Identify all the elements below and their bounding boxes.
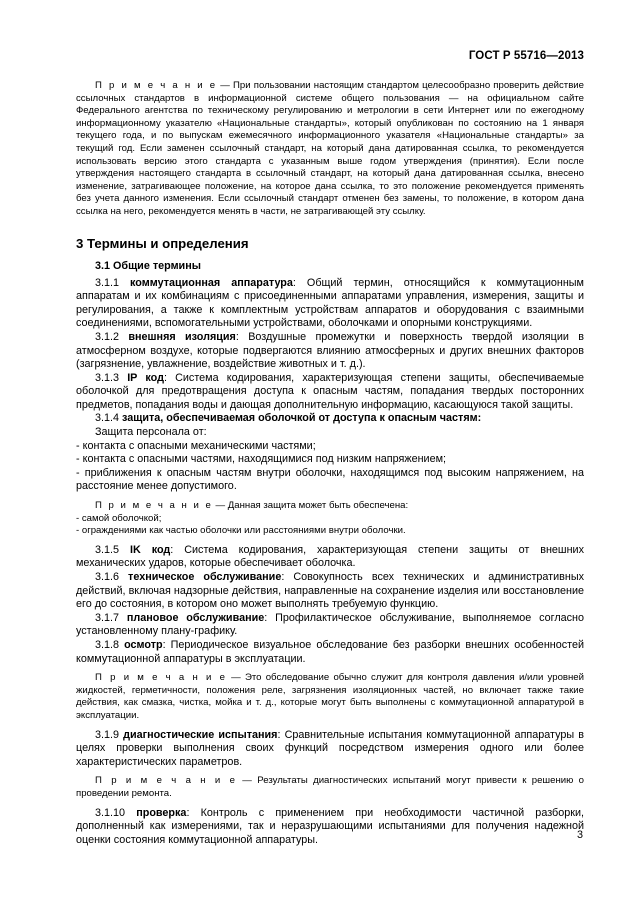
term-3-1-9-note — [76, 775, 584, 800]
document-content — [76, 80, 584, 847]
document-header: ГОСТ Р 55716—2013 — [468, 50, 584, 62]
term-3-1-6 — [76, 571, 584, 612]
term-number: 3.1.7 — [95, 611, 127, 624]
term-number: 3.1.1 — [95, 276, 131, 289]
term-3-1-8-note — [76, 672, 584, 722]
term-3-1-5 — [76, 544, 584, 571]
term-3-1-2 — [76, 331, 584, 372]
term-name: защита, обеспечиваемая оболочкой от доступа к опасным частям: — [122, 412, 482, 425]
term-name: осмотр — [124, 638, 163, 651]
section-title: 3 Термины и определения — [76, 235, 249, 251]
list-item: - контакта с опасными частями, находящимися под низким напряжением; — [76, 453, 447, 466]
term-number: 3.1.5 — [95, 543, 130, 556]
term-number: 3.1.9 — [95, 728, 124, 741]
term-definition: : Контроль с применением при необходимости частичной разборки, дополненный как измерениями, так и неразрушающими испытаниями для получения надежной оценки состояния коммутационной аппаратуры. — [76, 806, 584, 846]
list-item: - контакта с опасными механическими частями; — [76, 439, 316, 452]
term-name: внешняя изоляция — [128, 330, 236, 343]
term-3-1-9 — [76, 729, 584, 770]
term-3-1-8 — [76, 639, 584, 666]
term-3-1-7 — [76, 612, 584, 639]
note-text: — Результаты диагностических испытаний могут привести к решению о проведении ремонта. — [76, 775, 584, 799]
term-definition: : Совокупность всех технических и административных действий, включая надзорные действия, направленные на сохранение изделия или восстановление его до состояния, в котором оно может выполнять требуемую функцию. — [76, 571, 584, 611]
term-definition: : Периодическое визуальное обследование без разборки внешних особенностей коммутационной аппаратуры в эксплуатации. — [76, 638, 585, 665]
note-text: — При пользовании настоящим стандартом целесообразно проверить действие ссылочных стандартов в информационной системе общего пользования — на официальном сайте Федерального агентства по техническому регулированию и метрологии в сети Интернет или по ежегодному информационному указателю «Национальные стандарты», который опубликован по состоянию на 1 января текущего года, и по выпускам ежемесячного информационного указателя «Национальные стандарты» за текущий год. Если заменен ссылочный стандарт, на который дана датированная ссылка, то рекомендуется использовать версию этого стандарта с указанным выше годом утверждения (принятия). Если после утверждения настоящего стандарта в ссылочный стандарт, на который дана датированная ссылка, внесено изменение, затрагивающее положение, на которое дана ссылка, то это положение рекомендуется применять без учета данного изменения. Если ссылочный стандарт отменен без замены, то положение, в котором дана ссылка на него, рекомендуется менять в части, не затрагивающей эту ссылку. — [76, 80, 584, 217]
note-label: П р и м е ч а н и е — [95, 500, 213, 512]
term-name: плановое обслуживание — [126, 611, 265, 624]
term-name: техническое обслуживание — [128, 571, 282, 583]
note-text: — Это обследование обычно служит для контроля давления и/или уровней жидкостей, герметичности, положения реле, загрязнения изоляционных частей, но включает также такие действия, как смазка, чистка, мойка и т. д., которые могут быть выполнены с коммутационной аппаратурой в эксплуатации. — [76, 672, 585, 721]
term-definition: : Система кодирования, характеризующая степени защиты, обеспечиваемые оболочкой для предотвращения доступа к опасным частям, попадания твердых посторонних предметов, попадания воды и дающая дополнительную информацию, касающуюся такой защиты. — [76, 371, 584, 411]
term-number: 3.1.8 — [95, 638, 125, 651]
intro-note — [76, 80, 584, 219]
note-label: П р и м е ч а н и е — [95, 775, 237, 787]
term-number: 3.1.2 — [95, 330, 129, 343]
term-definition: : Сравнительные испытания коммутационной аппаратуры в целях проверки выполнения своих функций посредством измерения одного или более характеристических параметров. — [76, 728, 585, 768]
term-number: 3.1.6 — [95, 571, 129, 583]
note-text: — Данная защита может быть обеспечена: — [212, 500, 409, 512]
term-3-1-10 — [76, 807, 584, 848]
term-3-1-4-note — [76, 500, 584, 513]
list-item: - приближения к опасным частям внутри оболочки, находящимся под высоким напряжением, на расстояние менее допустимого. — [76, 466, 584, 493]
term-name: коммутационная аппаратура — [130, 276, 293, 289]
term-number: 3.1.10 — [95, 806, 137, 819]
term-name: диагностические испытания — [123, 728, 278, 741]
term-3-1-3 — [76, 372, 584, 413]
term-definition: : Профилактическое обслуживание, выполняемое согласно установленному плану-графику. — [76, 611, 584, 638]
note-list-item: - ограждениями как частью оболочки или расстояниями внутри оболочки. — [76, 525, 406, 537]
term-3-1-4-lead: Защита персонала от: — [95, 426, 207, 439]
note-label: П р и м е ч а н и е — [95, 80, 218, 91]
note-label: П р и м е ч а н и е — [95, 672, 227, 684]
note-list-item: - самой оболочкой; — [76, 512, 162, 524]
term-number: 3.1.4 — [95, 412, 123, 425]
term-number: 3.1.3 — [95, 371, 128, 384]
term-3-1-1 — [76, 277, 584, 331]
term-name: проверка — [136, 806, 187, 819]
term-definition: : Система кодирования, характеризующая степени защиты от внешних механических ударов, которые обеспечивает оболочка. — [76, 543, 584, 570]
term-name: IP код — [127, 371, 164, 384]
page-number: 3 — [576, 829, 583, 841]
term-definition: : Общий термин, относящийся к коммутационным аппаратам и их комбинациям с присоединенными аппаратами управления, измерения, защиты и регулирования, а также к комплектным устройствам аппаратов и оборудования с взаимными соединениями, вспомогательными устройствами, оболочками и опорными конструкциями. — [76, 276, 584, 330]
term-name: IK код — [129, 543, 171, 556]
term-3-1-4 — [76, 412, 584, 426]
subsection-title: 3.1 Общие термины — [95, 259, 201, 272]
term-definition: : Воздушные промежутки и поверхность твердой изоляции в атмосферном воздухе, которые подвергаются влиянию атмосферных и других внешних факторов (загрязнение, увлажнение, воздействие животных и т. д.). — [76, 330, 585, 371]
